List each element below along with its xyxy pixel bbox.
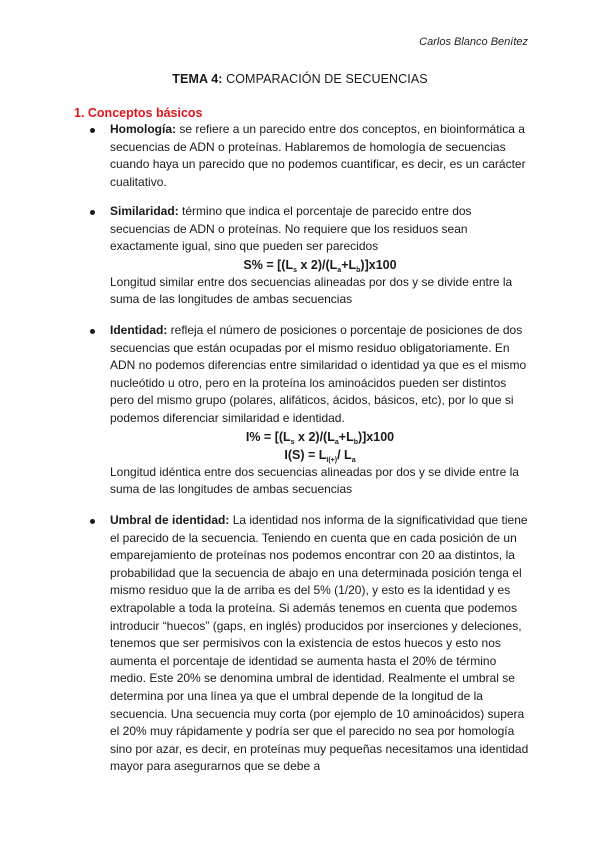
formula-identidad-percent: $I\% = [(L_s$ x $2)/(L_a+L_b)]x100$ [245,429,395,446]
bullet-identidad [110,322,530,499]
author-name: Carlos Blanco Benítez [419,36,528,48]
definition-homologia: se refiere a un parecido entre dos conceptos, en bioinformática a secuencias de ADN o proteínas. Hablaremos de homología de secuencias cuando haya un parecido que no podemos cuantificar, es decir, es un carácter cualitativo. [110,122,526,189]
definition-similaridad: término que indica el porcentaje de parecido entre dos secuencias de ADN o proteínas. No requiere que los residuos sean exactamente igual, sino que pueden ser parecidos [110,204,472,254]
section-heading: 1. Conceptos básicos [74,106,203,120]
title-prefix: TEMA 4: [172,72,223,86]
bullet-similaridad [110,203,530,309]
explanation-identidad: Longitud idéntica entre dos secuencias alineadas por dos y se divide entre la suma de las longitudes de ambas secuencias [110,464,519,497]
formula-similaridad: $S\% = [(L_s$ x $2)/(L_a+L_b)]x100$ [243,257,397,274]
term-similaridad: Similaridad: [110,204,179,218]
formula-identidad-score: $I(S) = L_{I(+)}/$ $L_a$ [284,447,356,464]
bullet-umbral-identidad [110,512,530,776]
term-umbral-identidad: Umbral de identidad: [110,513,230,527]
bullet-dot-icon [90,329,95,334]
explanation-similaridad: Longitud similar entre dos secuencias alineadas por dos y se divide entre la suma de las longitudes de ambas secuencias [110,274,513,307]
definition-identidad: refleja el número de posiciones o porcentaje de posiciones de dos secuencias que están ocupadas por el mismo residuo obligatoriamente. En ADN no podemos diferencias entre similaridad o identidad ya que es el mismo nucleótido u otro, pero en la proteína los aminoácidos pueden ser distintos pero del mismo grupo (polares, alifáticos, ácidos, básicos, etc), por lo que si podemos diferenciar similaridad e identidad. [110,323,527,425]
definition-umbral-identidad: La identidad nos informa de la significatividad que tiene el parecido de la secuencia. Teniendo en cuenta que en cada posición de un emparejamiento de proteínas nos podemos encontrar con 20 aa distintos, la probabilidad que la secuencia de abajo en una determinada posición tenga el mismo residuo que la de arriba es del 5% (1/20), y esto es la identidad y es extrapolable a toda la proteína. Si además tenemos en cuenta que podemos introducir “huecos” (gaps, en inglés) producidos por inserciones y deleciones, tenemos que ser permisivos con la existencia de estos huecos y esto nos aumenta el porcentaje de identidad se aumenta hasta el 20% de término medio. Este 20% se denomina umbral de identidad. Realmente el umbral se determina por una línea ya que el umbral depende de la longitud de la secuencia. Una secuencia muy corta (por ejemplo de 10 aminoácidos) supera el 20% muy rápidamente y podría ser que el parecido no sea por homología sino por azar, es decir, en proteínas muy pequeñas necesitamos una identidad mayor para asegurarnos que se debe a [110,513,529,774]
page-title [0,72,600,86]
bullet-dot-icon [90,210,95,215]
title-text: COMPARACIÓN DE SECUENCIAS [226,72,428,86]
bullet-dot-icon [90,128,95,133]
bullet-homologia [110,121,530,191]
term-homologia: Homología: [110,122,176,136]
term-identidad: Identidad: [110,323,168,337]
bullet-dot-icon [90,519,95,524]
